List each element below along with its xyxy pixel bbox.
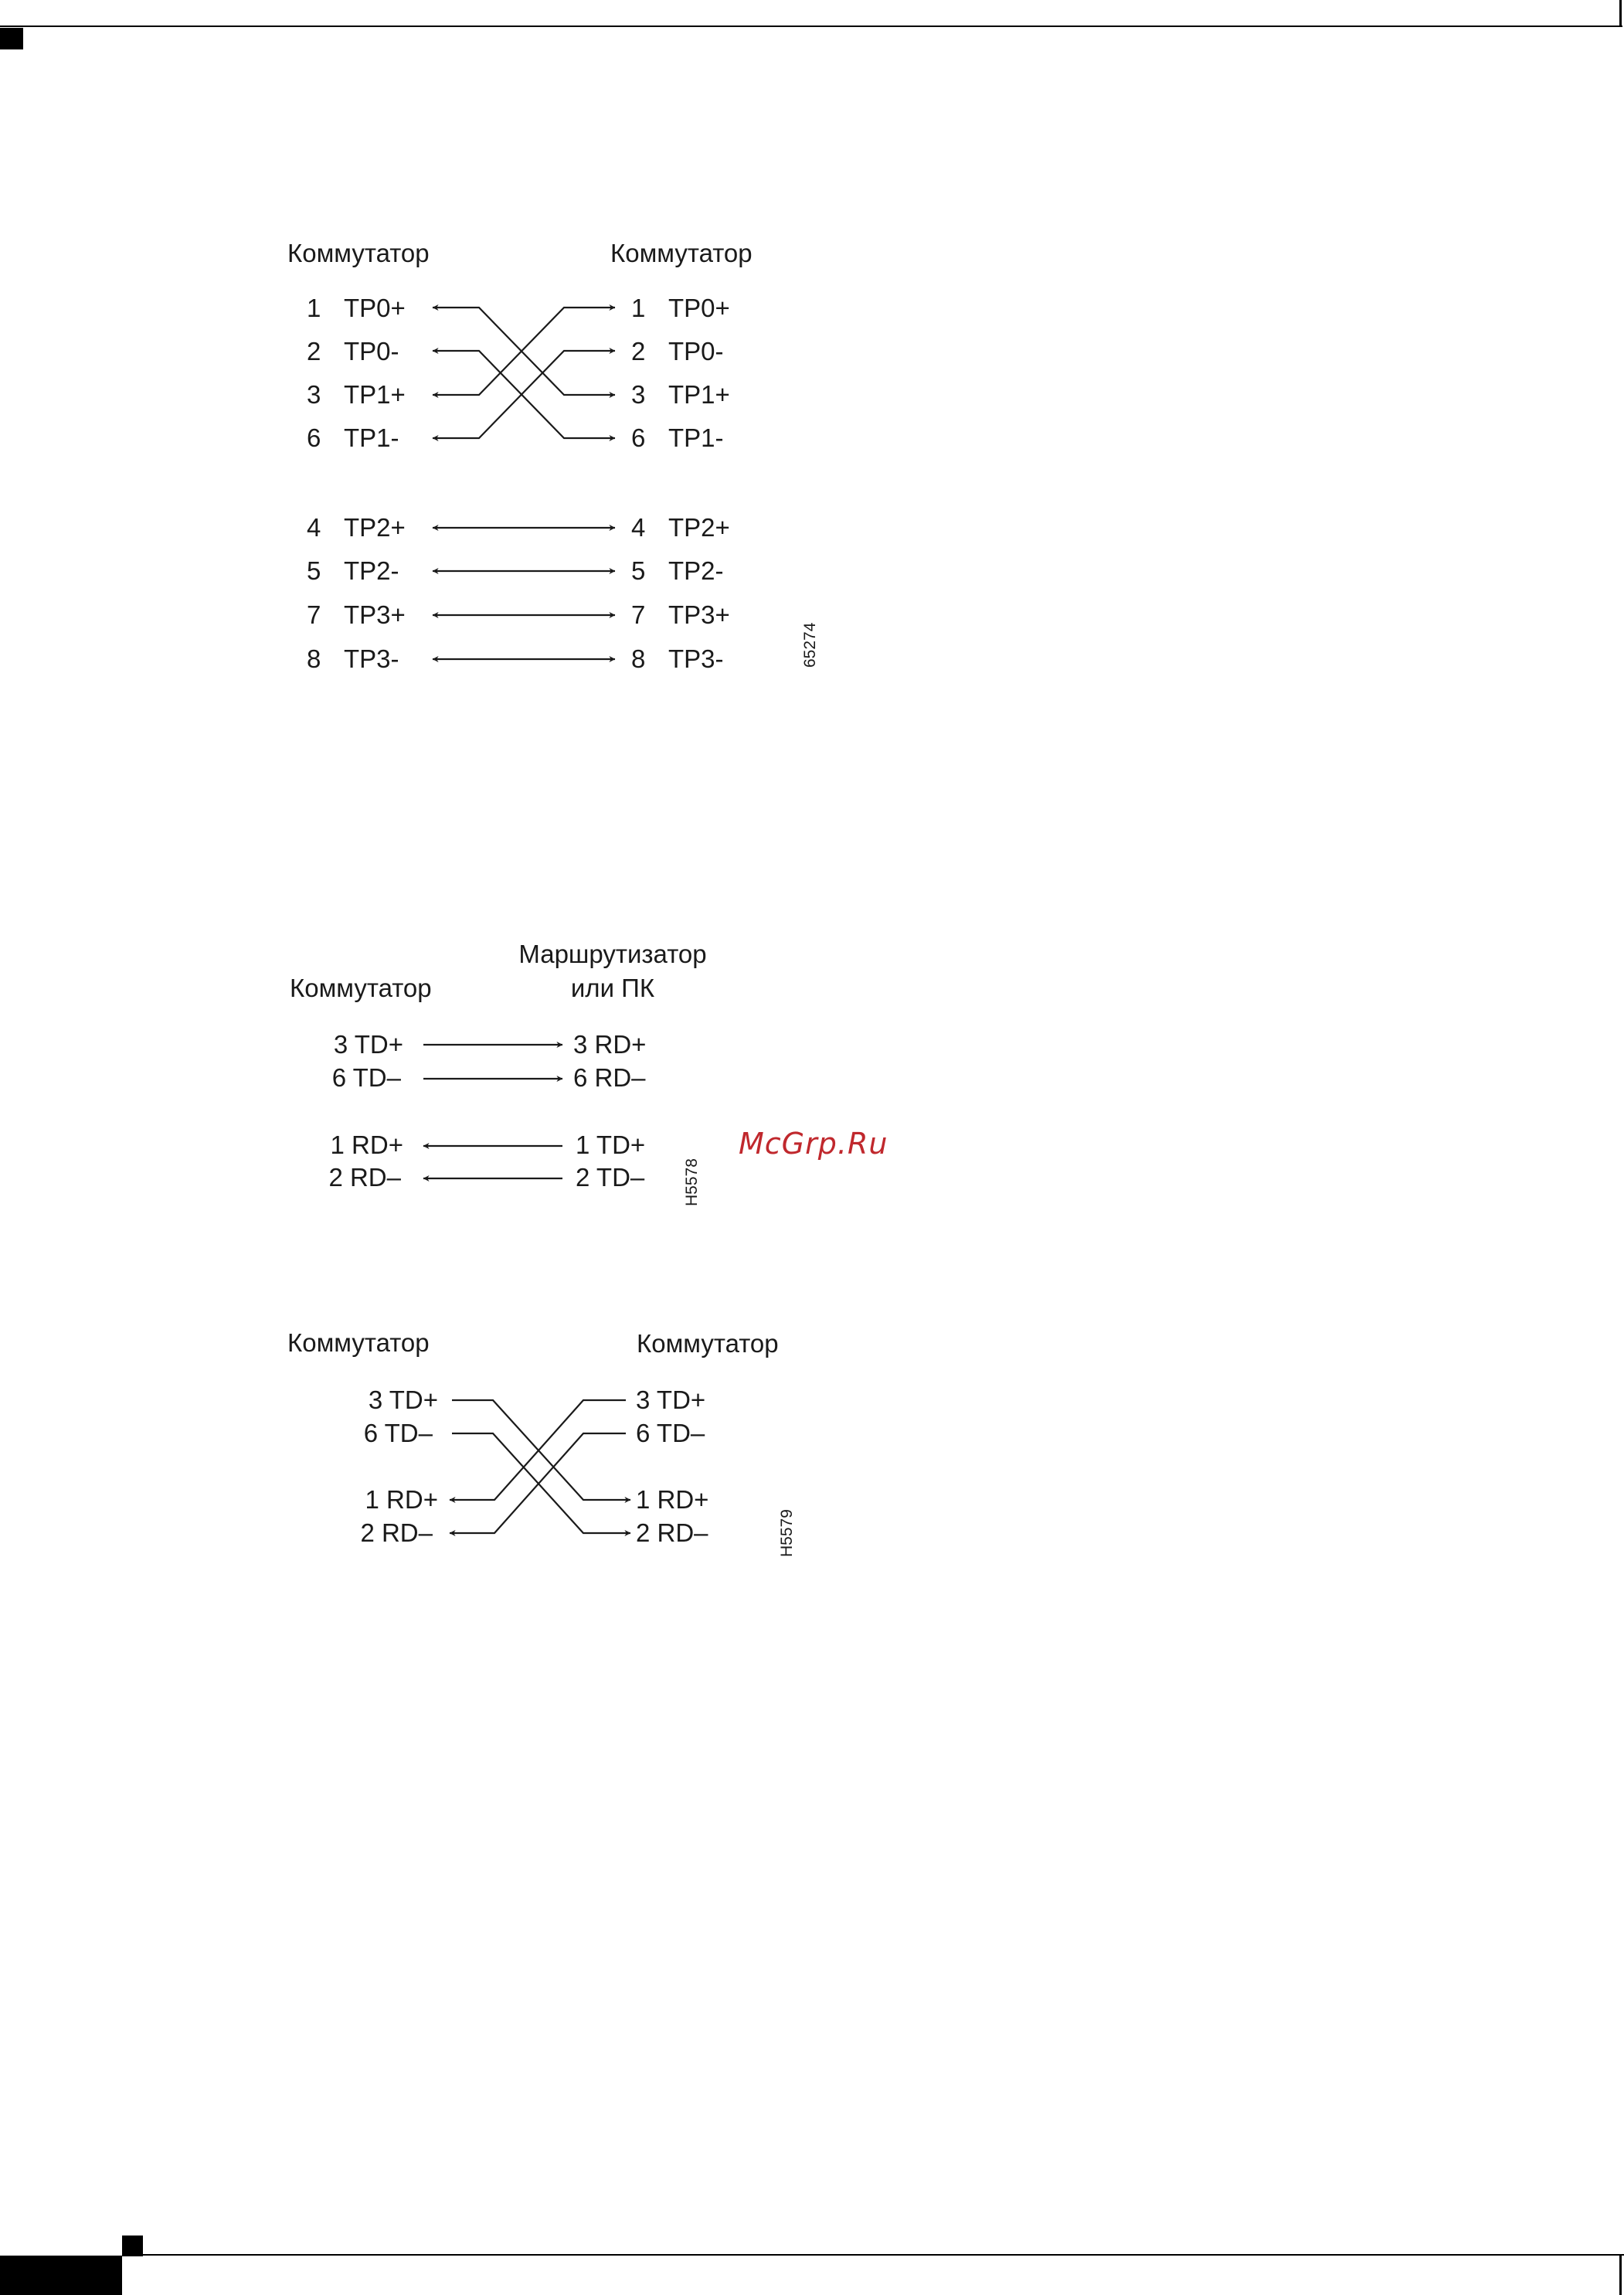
d1-left-signal: TP0+ — [344, 294, 406, 322]
d2-right-header-line2: или ПК — [570, 974, 655, 1002]
d2-right-label: 3 RD+ — [573, 1030, 647, 1059]
d2-right-label: 6 RD– — [573, 1063, 646, 1092]
diagram-2-straight-through — [290, 940, 707, 1206]
d1-left-pin: 8 — [307, 644, 321, 673]
d3-left-label: 1 RD+ — [365, 1485, 438, 1514]
d2-right-header-line1: Маршрутизатор — [518, 940, 707, 968]
d1-right-pin: 3 — [631, 380, 646, 409]
d1-right-signal: TP3+ — [668, 600, 730, 629]
watermark-text: McGrp.Ru — [739, 1127, 888, 1161]
d1-left-signal: TP0- — [344, 337, 399, 366]
d1-left-signal: TP2- — [344, 556, 399, 585]
d1-left-header: Коммутатор — [287, 239, 430, 267]
d2-left-header: Коммутатор — [290, 974, 432, 1002]
d3-left-label: 2 RD– — [360, 1518, 433, 1547]
d1-figure-id: 65274 — [801, 622, 819, 668]
d1-right-pin: 4 — [631, 513, 646, 542]
d1-right-header: Коммутатор — [610, 239, 753, 267]
d1-left-signal: TP1- — [344, 423, 399, 452]
d1-right-signal: TP2+ — [668, 513, 730, 542]
d1-right-signal: TP3- — [668, 644, 724, 673]
d1-left-signal: TP3+ — [344, 600, 406, 629]
d2-figure-id: H5578 — [683, 1158, 701, 1206]
d1-right-pin: 5 — [631, 556, 646, 585]
diagram-3-crossover — [287, 1328, 796, 1557]
d3-right-label: 6 TD– — [636, 1419, 705, 1447]
d1-left-pin: 1 — [307, 294, 321, 322]
d3-right-label: 3 TD+ — [636, 1386, 706, 1414]
d2-right-label: 2 TD– — [576, 1163, 645, 1192]
d1-right-signal: TP0+ — [668, 294, 730, 322]
d1-left-signal: TP1+ — [344, 380, 406, 409]
d3-wire-left-td-plus-to-right-rd-plus — [452, 1400, 630, 1500]
d3-left-label: 3 TD+ — [368, 1386, 438, 1414]
d1-right-signal: TP1+ — [668, 380, 730, 409]
d3-right-label: 2 RD– — [636, 1518, 708, 1547]
d2-left-label: 3 TD+ — [333, 1030, 403, 1059]
d2-left-label: 6 TD– — [331, 1063, 401, 1092]
d1-left-signal: TP3- — [344, 644, 399, 673]
d1-right-pin: 8 — [631, 644, 646, 673]
d2-right-label: 1 TD+ — [576, 1130, 646, 1159]
d1-left-pin: 5 — [307, 556, 321, 585]
d1-left-pin: 7 — [307, 600, 321, 629]
d1-left-pin: 2 — [307, 337, 321, 366]
d3-left-label: 6 TD– — [363, 1419, 433, 1447]
d2-left-label: 2 RD– — [328, 1163, 401, 1192]
d1-right-signal: TP1- — [668, 423, 724, 452]
d3-figure-id: H5579 — [778, 1509, 796, 1557]
d1-left-pin: 3 — [307, 380, 321, 409]
d1-right-pin: 6 — [631, 423, 646, 452]
d1-right-pin: 7 — [631, 600, 646, 629]
d3-left-header: Коммутатор — [287, 1328, 430, 1357]
d3-right-label: 1 RD+ — [636, 1485, 709, 1514]
d1-right-signal: TP2- — [668, 556, 724, 585]
d1-right-pin: 2 — [631, 337, 646, 366]
d1-right-pin: 1 — [631, 294, 646, 322]
d2-left-label: 1 RD+ — [330, 1130, 403, 1159]
d3-right-header: Коммутатор — [637, 1329, 779, 1358]
d1-right-signal: TP0- — [668, 337, 724, 366]
d1-left-pin: 6 — [307, 423, 321, 452]
diagram-1-crossover-gigabit — [287, 239, 819, 673]
d1-left-pin: 4 — [307, 513, 321, 542]
d1-left-signal: TP2+ — [344, 513, 406, 542]
